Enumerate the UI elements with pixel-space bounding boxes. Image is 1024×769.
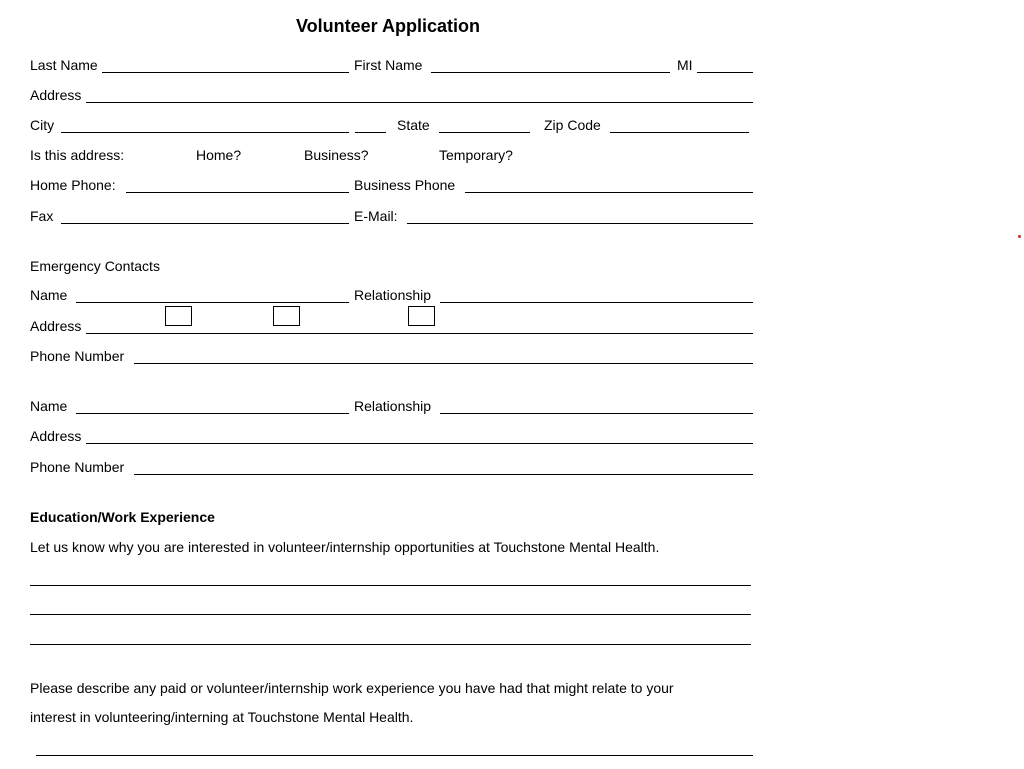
mi-field[interactable] bbox=[697, 72, 753, 73]
page-title: Volunteer Application bbox=[296, 16, 481, 36]
email-field[interactable] bbox=[407, 223, 753, 224]
emergency-1-phone-label: Phone Number bbox=[30, 348, 125, 364]
experience-prompt-line-1: Please describe any paid or volunteer/internship work experience you have had that might relate to your bbox=[30, 680, 674, 696]
address-type-question: Is this address: bbox=[30, 147, 125, 163]
last-name-field[interactable] bbox=[102, 72, 349, 73]
email-label: E-Mail: bbox=[354, 208, 398, 224]
emergency-1-address-label: Address bbox=[30, 318, 82, 334]
emergency-1-name-label: Name bbox=[30, 287, 68, 303]
emergency-2-relationship-label: Relationship bbox=[354, 398, 432, 414]
home-phone-label: Home Phone: bbox=[30, 177, 116, 193]
education-heading: Education/Work Experience bbox=[30, 509, 215, 525]
emergency-1-relationship-field[interactable] bbox=[440, 302, 753, 303]
emergency-2-name-field[interactable] bbox=[76, 413, 349, 414]
experience-prompt-line-2: interest in volunteering/interning at Touchstone Mental Health. bbox=[30, 709, 414, 725]
emergency-2-address-field[interactable] bbox=[86, 443, 753, 444]
emergency-1-relationship-label: Relationship bbox=[354, 287, 432, 303]
emergency-2-relationship-field[interactable] bbox=[440, 413, 753, 414]
zip-label: Zip Code bbox=[544, 117, 601, 133]
interest-answer-line-3[interactable] bbox=[30, 644, 751, 645]
experience-answer-line-1[interactable] bbox=[36, 755, 753, 756]
interest-answer-line-2[interactable] bbox=[30, 614, 751, 615]
fax-field[interactable] bbox=[61, 223, 349, 224]
emergency-2-phone-label: Phone Number bbox=[30, 459, 125, 475]
business-option-label: Business? bbox=[304, 147, 369, 163]
fax-label: Fax bbox=[30, 208, 54, 224]
home-phone-field[interactable] bbox=[126, 192, 349, 193]
zip-field[interactable] bbox=[610, 132, 749, 133]
business-phone-label: Business Phone bbox=[354, 177, 456, 193]
city-field[interactable] bbox=[61, 132, 349, 133]
interest-prompt: Let us know why you are interested in volunteer/internship opportunities at Touchstone Mental Health. bbox=[30, 539, 660, 555]
city-field-extra[interactable] bbox=[355, 132, 386, 133]
emergency-2-phone-field[interactable] bbox=[134, 474, 753, 475]
emergency-2-address-label: Address bbox=[30, 428, 82, 444]
address-label: Address bbox=[30, 87, 82, 103]
city-label: City bbox=[30, 117, 55, 133]
home-option-label: Home? bbox=[196, 147, 242, 163]
mi-label: MI bbox=[677, 57, 693, 73]
address-field[interactable] bbox=[86, 102, 753, 103]
emergency-1-name-field[interactable] bbox=[76, 302, 349, 303]
emergency-2-name-label: Name bbox=[30, 398, 68, 414]
business-checkbox[interactable] bbox=[273, 306, 300, 326]
interest-answer-line-1[interactable] bbox=[30, 585, 751, 586]
first-name-field[interactable] bbox=[431, 72, 670, 73]
first-name-label: First Name bbox=[354, 57, 423, 73]
state-label: State bbox=[397, 117, 430, 133]
temporary-checkbox[interactable] bbox=[408, 306, 435, 326]
emergency-1-phone-field[interactable] bbox=[134, 363, 753, 364]
state-field[interactable] bbox=[439, 132, 530, 133]
last-name-label: Last Name bbox=[30, 57, 98, 73]
emergency-contacts-heading: Emergency Contacts bbox=[30, 258, 160, 274]
home-checkbox[interactable] bbox=[165, 306, 192, 326]
business-phone-field[interactable] bbox=[465, 192, 753, 193]
red-dot-mark bbox=[1018, 235, 1021, 238]
temporary-option-label: Temporary? bbox=[439, 147, 513, 163]
emergency-1-address-field[interactable] bbox=[86, 333, 753, 334]
